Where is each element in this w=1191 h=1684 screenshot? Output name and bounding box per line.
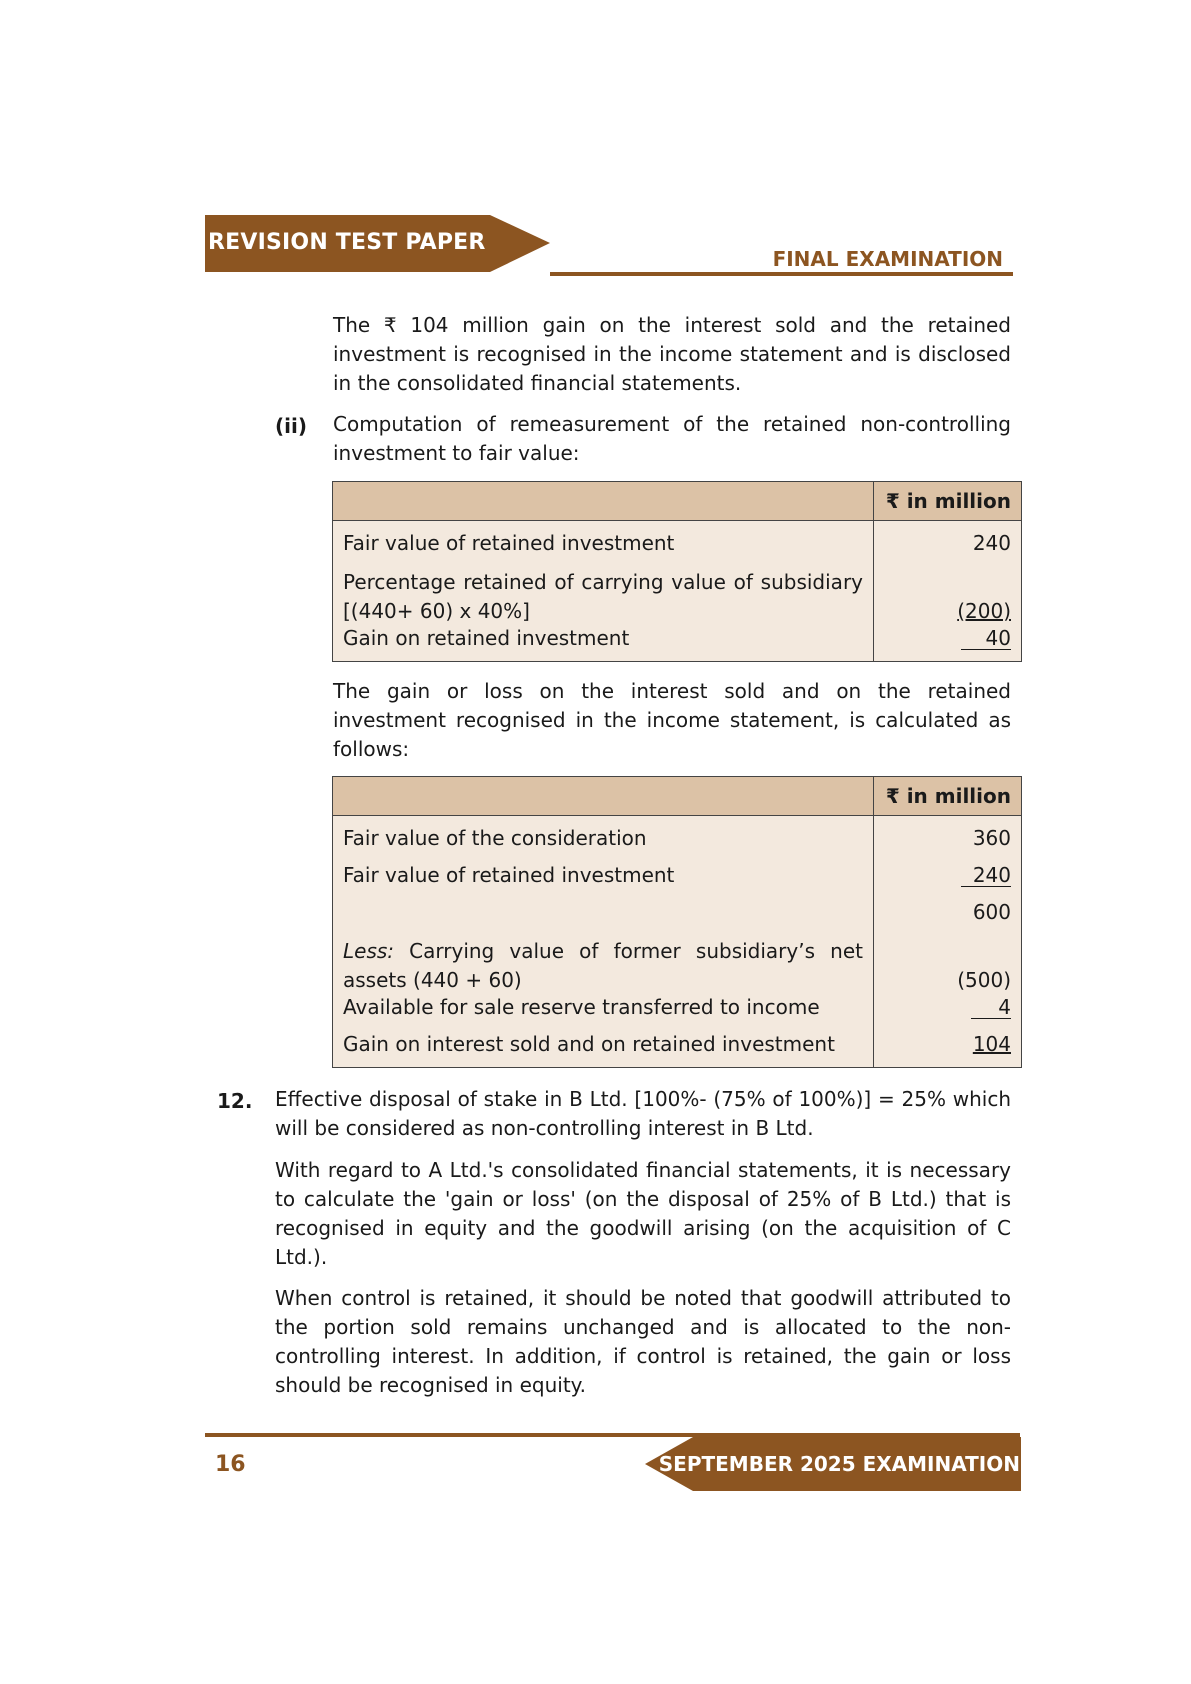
table-row-desc: Carrying value of former subsidiary’s net assets (440 + 60) xyxy=(343,939,863,992)
table-row-amount: 240 xyxy=(972,531,1011,555)
header-left-title: REVISION TEST PAPER xyxy=(208,230,486,255)
table-body-row xyxy=(333,816,1022,1068)
page-number: 16 xyxy=(215,1452,246,1477)
table-row-amount-wrap xyxy=(884,562,1011,623)
question-12-text: Effective disposal of stake in B Ltd. [100%- (75% of 100%)] = 25% which will be considered as non-controlling interest in B Ltd. xyxy=(275,1087,1011,1140)
table-row-desc: Fair value of the consideration xyxy=(343,826,647,850)
header-rule xyxy=(550,272,1013,276)
table-amount-cell xyxy=(874,521,1022,662)
question-12-paragraph-3: When control is retained, it should be noted that goodwill attributed to the portion sold remains unchanged and is allocated to the non-controlling interest. In addition, if control is retained, the gain or loss should be recognised in equity. xyxy=(275,1286,1011,1397)
table-header-amount: ₹ in million xyxy=(874,777,1022,816)
paragraph-calc: The gain or loss on the interest sold and on the retained investment recognised in the income statement, is calculated as follows: xyxy=(333,679,1011,761)
table-row-amount-wrap xyxy=(884,857,1011,894)
table-row-amount-wrap xyxy=(884,989,1011,1026)
table-row-amount: 600 xyxy=(972,900,1011,924)
table-row-amount: 40 xyxy=(961,627,1011,650)
table-row-amount: 360 xyxy=(972,826,1011,850)
table-row-amount-wrap xyxy=(884,1026,1011,1063)
table-row-desc: Percentage retained of carrying value of subsidiary [(440+ 60) x 40%] xyxy=(343,570,863,623)
footer-rule xyxy=(205,1433,1020,1437)
table-desc-cell xyxy=(333,521,874,662)
question-12-label: 12. xyxy=(217,1089,253,1113)
question-12-paragraph-2: With regard to A Ltd.'s consolidated financial statements, it is necessary to calculate the 'gain or loss' (on the disposal of 25% of B Ltd.) that is recognised in equity and the goodwill arising (on the acquisition of C Ltd.). xyxy=(275,1158,1011,1269)
table-header-row xyxy=(333,777,1022,816)
table-row-desc: Gain on interest sold and on retained investment xyxy=(343,1032,835,1056)
gain-calculation-table xyxy=(332,776,1022,1068)
paragraph-gain: The ₹ 104 million gain on the interest sold and the retained investment is recognised in the income statement and is disclosed in the consolidated financial statements. xyxy=(333,313,1011,395)
table-body-row xyxy=(333,521,1022,662)
table-header-blank xyxy=(333,777,874,816)
table-row-desc xyxy=(343,894,863,931)
table-row-amount: 240 xyxy=(961,864,1011,887)
less-label: Less: xyxy=(343,939,395,963)
header-right-title: FINAL EXAMINATION xyxy=(772,247,1003,271)
table-amount-cell xyxy=(874,816,1022,1068)
table-row-amount: 4 xyxy=(971,996,1011,1019)
table-header-blank xyxy=(333,482,874,521)
table-row-amount-wrap xyxy=(884,620,1011,657)
table-row-desc: Fair value of retained investment xyxy=(343,863,675,887)
table-row-desc: Fair value of retained investment xyxy=(343,531,675,555)
table-row-desc-wrap xyxy=(343,931,863,992)
table-row-amount: 104 xyxy=(972,1032,1011,1056)
table-row-amount: (200) xyxy=(957,599,1011,623)
footer-exam-title: SEPTEMBER 2025 EXAMINATION xyxy=(658,1452,1020,1476)
table-header-amount: ₹ in million xyxy=(874,482,1022,521)
table-row-desc: Available for sale reserve transferred to income xyxy=(343,995,820,1019)
table-row-desc: Gain on retained investment xyxy=(343,626,630,650)
table-row-amount: (500) xyxy=(957,968,1011,992)
table-header-row xyxy=(333,482,1022,521)
table-desc-cell xyxy=(333,816,874,1068)
item-ii-label: (ii) xyxy=(275,414,307,438)
retained-investment-table xyxy=(332,481,1022,662)
item-ii-text: Computation of remeasurement of the retained non-controlling investment to fair value: xyxy=(333,412,1011,465)
